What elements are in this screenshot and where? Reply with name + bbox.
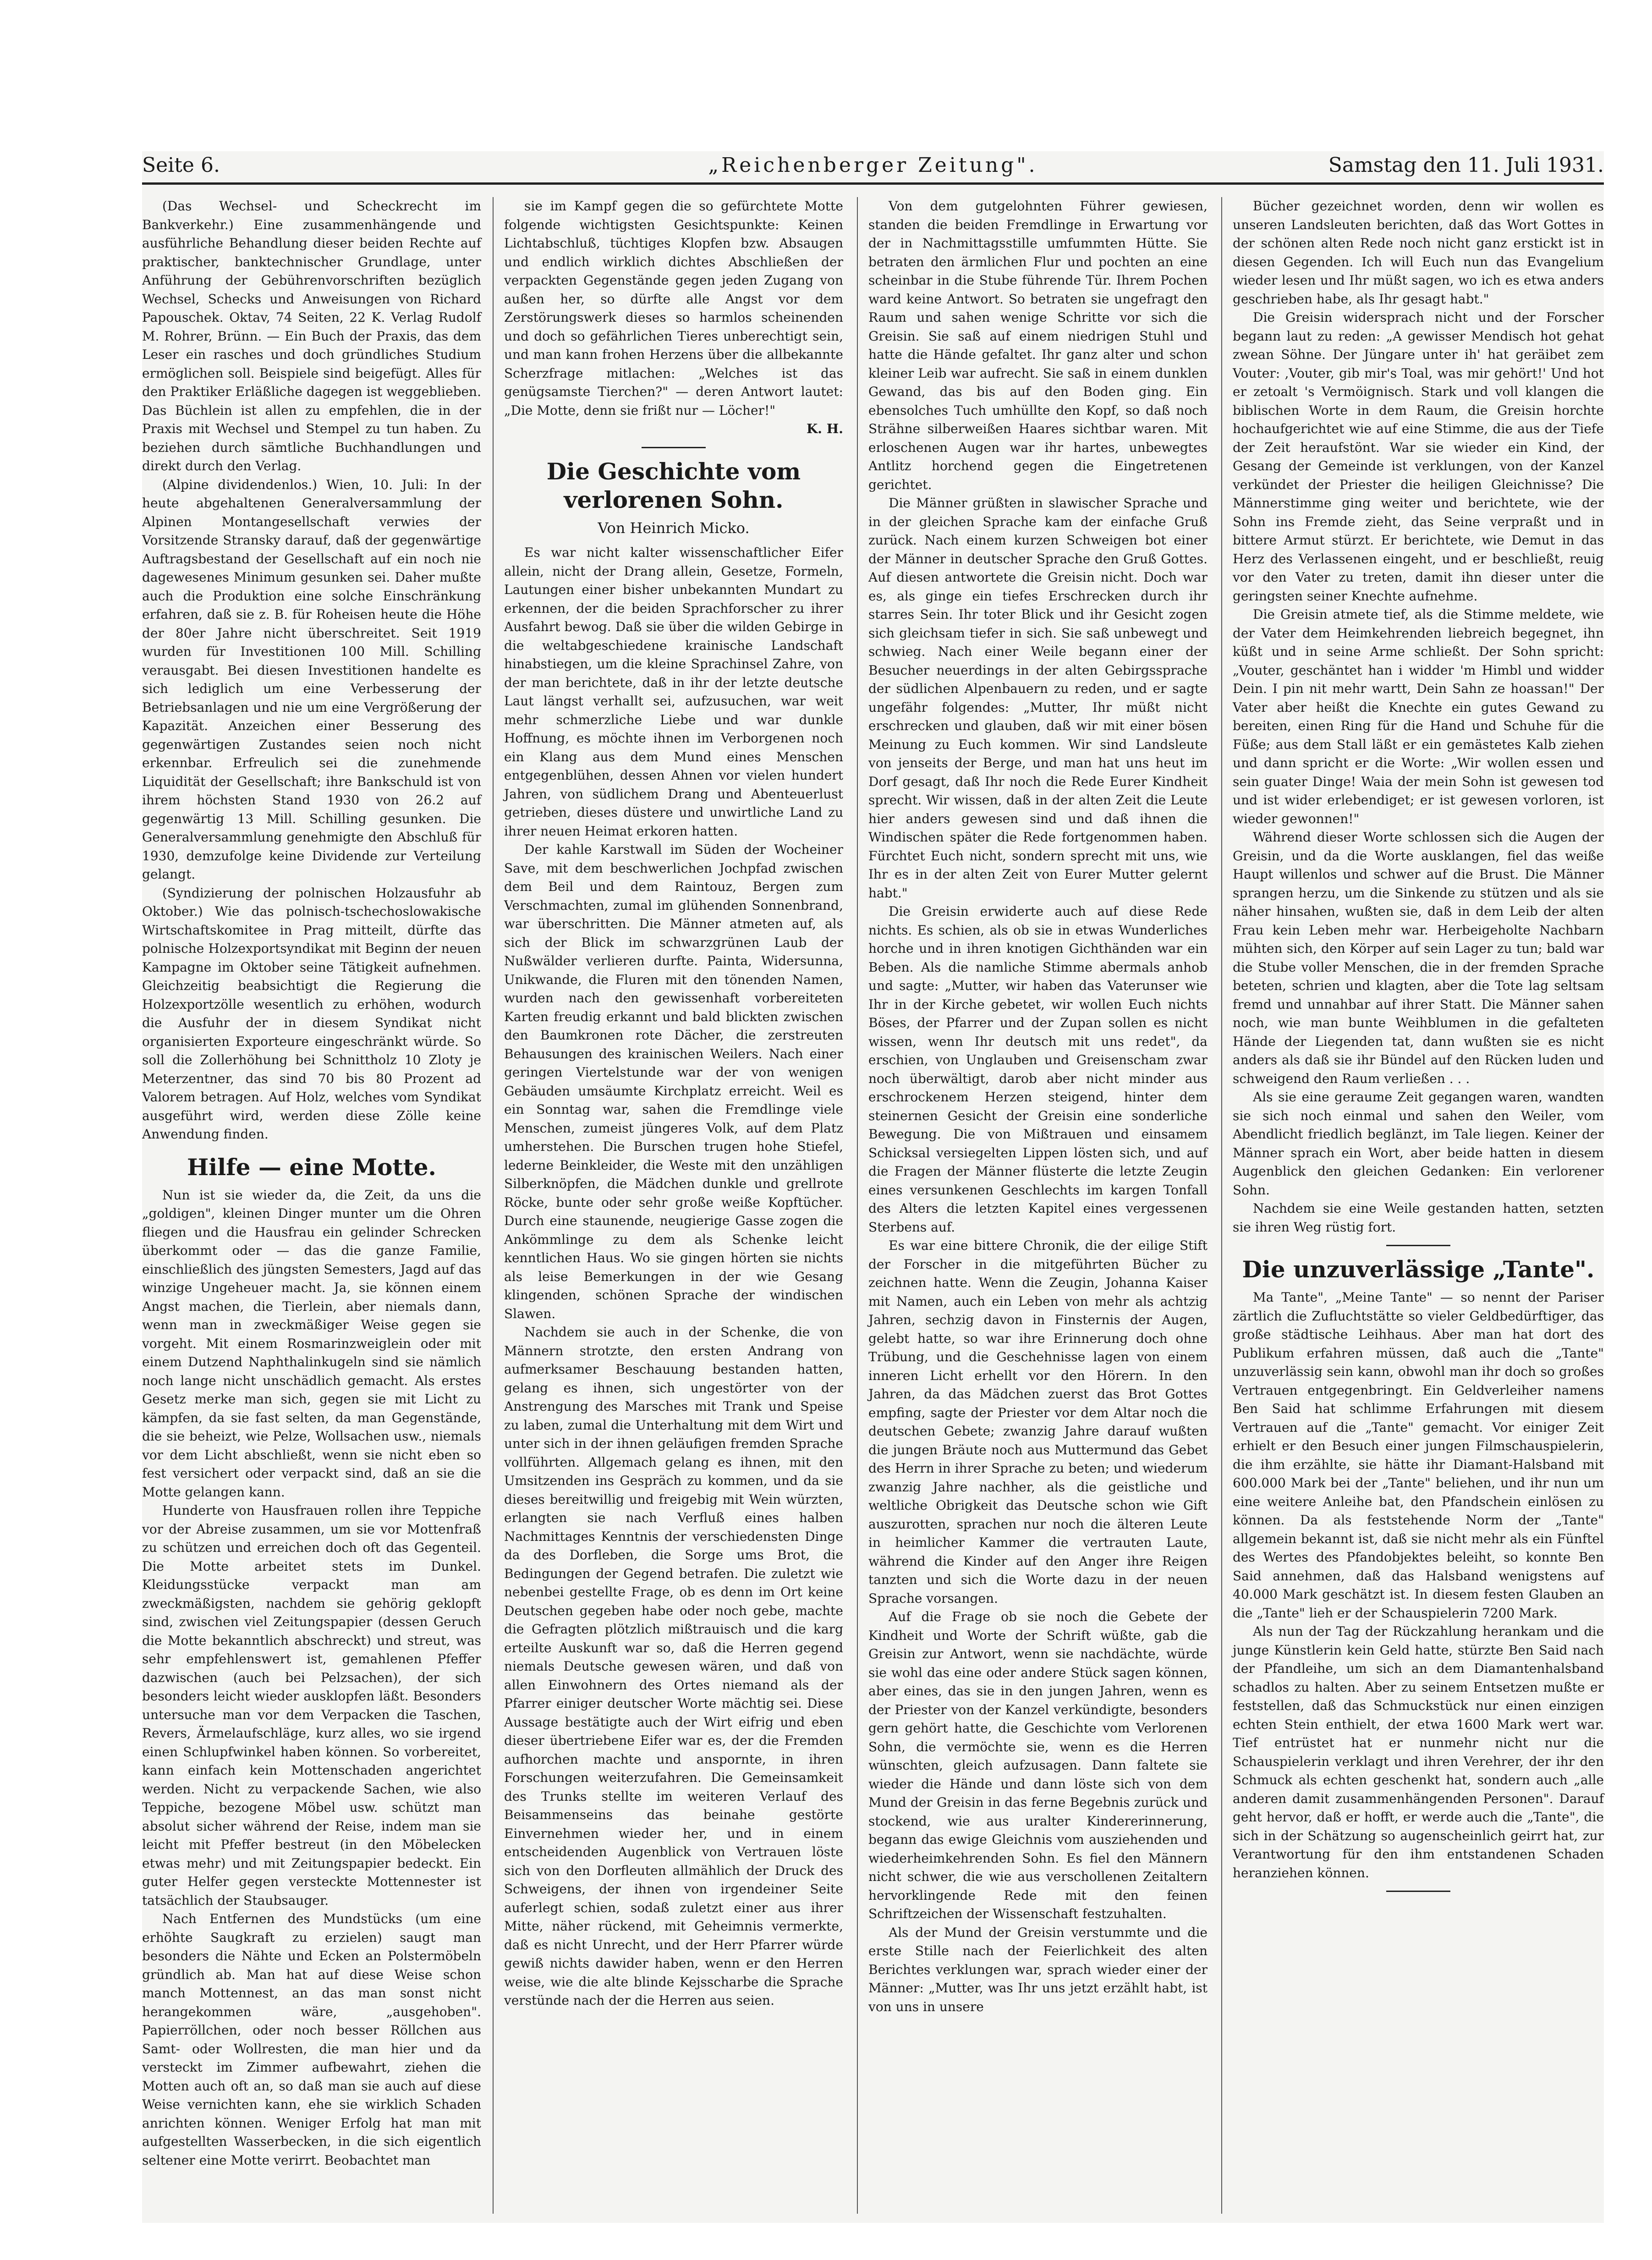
column-1 [142, 197, 481, 2170]
article-paragraph: Hunderte von Hausfrauen rollen ihre Teppiche vor der Abreise zusammen, um sie vor Mottenfraß zu schützen und erreichen doch oft das Gegenteil. Die Motte arbeitet stets im Dunkel. Kleidungsstücke verpackt man am zweckmäßigsten, nachdem sie gehörig geklopft sind, zwischen viel Zeitungspapier (dessen Geruch die Motte bekanntlich abschreckt) und streut, was sehr empfehlenswert ist, gemahlenen Pfeffer dazwischen (auch bei Pelzsachen), der sich besonders leicht wieder ausklopfen läßt. Besonders untersuche man vor dem Verpacken die Taschen, Revers, Ärmelaufschläge, kurz alles, wo sie irgend einen Schlupfwinkel haben können. So vorbereitet, kann einfach kein Mottenschaden angerichtet werden. Nicht zu verpackende Sachen, wie also Teppiche, bezogene Möbel usw. schützt man absolut sicher während der Reise, indem man sie leicht mit Pfeffer bestreut (in den Möbelecken etwas mehr) und mit Zeitungspapier bedeckt. Ein guter Helfer gegen versteckte Mottennester ist tatsächlich der Staubsauger. [142, 1503, 481, 1908]
issue-date: Samstag den 11. Juli 1931. [1328, 154, 1604, 177]
column-3 [868, 197, 1207, 2016]
section-rule [1386, 1891, 1450, 1892]
section-rule [642, 447, 706, 448]
article-paragraph: (Das Wechsel- und Scheckrecht im Bankverkehr.) Eine zusammenhängende und ausführliche Behandlung dieser beiden Rechte auf praktischer, banktechnischer Grundlage, unter Anführung der Gebührenvorschriften bezüglich Wechsel, Schecks und Anweisungen von Richard Papouschek. Oktav, 74 Seiten, 22 K. Verlag Rudolf M. Rohrer, Brünn. — Ein Buch der Praxis, das dem Leser ein rasches und doch gründliches Studium ermöglichen soll. Beispiele sind beigefügt. Alles für den Praktiker Erläßliche dagegen ist weggeblieben. Das Büchlein ist allen zu empfehlen, die in der Praxis mit Wechsel und Stempel zu tun haben. Zu beziehen durch sämtliche Buchhandlungen und direkt durch den Verlag. [142, 198, 481, 473]
article-paragraph: Die Greisin erwiderte auch auf diese Rede nichts. Es schien, als ob sie in etwas Wunderliches horche und in ihren knotigen Gichthänden war ein Beben. Als die namliche Stimme abermals anhob und sagte: „Mutter, wir haben das Vaterunser wie Ihr in der Kirche gebetet, wir wollen Euch nichts Böses, der Pfarrer und der Zupan sollen es nicht wissen, wenn Ihr deutsch mit uns redet", da erschien, von Unglauben und Greisenscham zwar noch überwältigt, darob aber nicht minder aus erschrockenem Herzen steigend, hinter dem steinernen Gesicht der Greisin eine sonderliche Bewegung. Die von Mißtrauen und einsamem Schicksal versiegelten Lippen lösten sich, und auf die Fragen der Männer flüsterte die letzte Zeugin eines versunkenen Geschlechts im kargen Tonfall des Alters die letzten Kapitel eines vergessenen Sterbens auf. [868, 904, 1207, 1235]
article-heading: Die Geschichte vom verlorenen Sohn. [546, 457, 801, 513]
article-paragraph: Ma Tante", „Meine Tante" — so nennt der Pariser zärtlich die Zufluchtstätte so vieler Geldbedürftiger, das große städtische Leihhaus. Aber man hat dort des Publikum erfahren müssen, daß auch die „Tante" unzuverlässig sein kann, obwohl man ihr doch so großes Vertrauen entgegenbringt. Ein Geldverleiher namens Ben Said hat schlimme Erfahrungen mit diesem Vertrauen auf die „Tante" gemacht. Vor einiger Zeit erhielt er den Besuch einer jungen Filmschauspielerin, die ihm erzählte, sie hätte ihr Diamant-Halsband mit 600.000 Mark bei der „Tante" beliehen, und ihr nun um eine weitere Anleihe bat, den Pfandschein einlösen zu können. Da als feststehende Norm der „Tante" allgemein bekannt ist, daß sie nicht mehr als ein Fünftel des Wertes des Pfandobjektes beleiht, so konnte Ben Said annehmen, daß das Halsband wenigstens auf 40.000 Mark geschätzt ist. In diesem festen Glauben an die „Tante" lieh er der Schauspielerin 7200 Mark. [1233, 1290, 1604, 1621]
author-signature: K. H. [806, 421, 843, 436]
page-header [142, 154, 1604, 186]
article-heading: Hilfe — eine Motte. [187, 1153, 436, 1181]
article-paragraph: Die Greisin widersprach nicht und der Forscher begann laut zu reden: „A gewisser Mendisch hot gehat zwean Söhne. Der Jüngare unter ih' hat geräibet zem Vouter: ‚Vouter, gib mir's Toal, was mir gehört!' Und hot er zetoalt 's Vermöignisch. Stark und voll klangen die biblischen Worte in dem Raum, die Greisin horchte hochaufgerichtet wie auf eine Stimme, die aus der Tiefe der Zeit heraufstönt. War sie wieder ein Kind, der Gesang der Gemeinde ist verklungen, von der Kanzel verkündet der Priester die heiligen Gleichnisse? Die Männerstimme ging weiter und berichtete, wie der Sohn ins Fremde zieht, das Seine verpraßt und in bittere Armut stürzt. Er berichtete, wie Demut in das Herz des Verlassenen eingeht, und er beschließt, reuig vor den Vater zu treten, damit ihn dieser unter die geringsten seiner Knechte aufnehme. [1233, 310, 1604, 604]
article-paragraph: Es war nicht kalter wissenschaftlicher Eifer allein, nicht der Drang allein, Gesetze, Formeln, Lautungen einer bisher unbekannten Mundart zu erkennen, der die beiden Sprachforscher zu ihrer Ausfahrt bewog. Daß sie über die wilden Gebirge in die weltabgeschiedene krainische Landschaft hinabstiegen, um die kleine Sprachinsel Zahre, von der man berichtete, daß in ihr der letzte deutsche Laut längst verhallt sei, aufzusuchen, war weit mehr schmerzliche Liebe und war dunkle Hoffnung, es möchte ihnen im Verborgenen noch ein Klang aus dem Mund eines Menschen entgegenblühen, dessen Ahnen vor vielen hundert Jahren, von südlichem Drang und Abenteuerlust getrieben, dieses düstere und unwirtliche Land zu ihrer neuen Heimat erkoren hatten. [504, 545, 843, 839]
article-paragraph: (Alpine dividendenlos.) Wien, 10. Juli: In der heute abgehaltenen Generalversammlung der Alpinen Montangesellschaft verwies der Vorsitzende Stransky darauf, daß der gegenwärtige Auftragsbestand der Gesellschaft auf ein noch nie dagewesenes Minimum gesunken sei. Daher mußte auch die Produktion eine solche Einschränkung erfahren, daß sie z. B. für Roheisen heute die Höhe der 80er Jahre nicht überschreitet. Seit 1919 wurden für Investitionen 100 Mill. Schilling verausgabt. Bei diesen Investitionen handelte es sich lediglich um eine Verbesserung der Betriebsanlagen und nie um eine Vergrößerung der Kapazität. Anzeichen einer Besserung des gegenwärtigen Zustandes seien noch nicht erkennbar. Erfreulich sei die zunehmende Liquidität der Gesellschaft; ihre Bankschuld ist von ihrem höchsten Stand 1930 von 26.2 auf gegenwärtig 13 Mill. Schilling gesunken. Die Generalversammlung genehmigte den Abschluß für 1930, demzufolge keine Dividende zur Verteilung gelangt. [142, 477, 481, 882]
header-rule [142, 182, 1604, 185]
article-paragraph: Nachdem sie eine Weile gestanden hatten, setzten sie ihren Weg rüstig fort. [1233, 1201, 1604, 1235]
column-2 [504, 197, 843, 2010]
article-paragraph: Die Männer grüßten in slawischer Sprache und in der gleichen Sprache kam der einfache Gruß zurück. Nach einem kurzen Schweigen bot einer der Männer in deutscher Sprache den Gruß Gottes. Auf diesen antwortete die Greisin nicht. Doch war es, als ginge ein tiefes Erschrecken durch ihr starres Sein. Ihr toter Blick und ihr Gesicht zogen sich gleichsam tiefer in sich. Sie saß unbewegt und schwieg. Nach einer Weile begann einer der Besucher neuerdings in der alten Gebirgssprache der südlichen Alpenbauern zu reden, und er sagte ungefähr folgendes: „Mutter, Ihr müßt nicht erschrecken und glauben, daß wir mit einer bösen Meinung zu Euch kommen. Wir sind Landsleute von jenseits der Berge, und man hat uns heut im Dorf gesagt, daß Ihr noch die Rede Eurer Kindheit sprecht. Wir wissen, daß in der alten Zeit die Leute hier anders gewesen sind und daß ihnen die Windischen später die Rede fortgenommen haben. Fürchtet Euch nicht, sondern sprecht mit uns, wie Ihr es in der alten Zeit von Eurer Mutter gelernt habt." [868, 495, 1207, 901]
article-paragraph: Nachdem sie auch in der Schenke, die von Männern strotzte, den ersten Andrang von aufmerksamer Beschauung bestanden hatten, gelang es ihnen, sich ungestörter von der Anstrengung des Marsches mit Trank und Speise zu laben, zumal die Unterhaltung mit dem Wirt und unter sich in der ihnen geläufigen fremden Sprache vollführten. Allgemach gelang es ihnen, mit den Umsitzenden ins Gespräch zu kommen, und da sie dieses bereitwillig und freigebig mit Wein würzten, erlangten sie nach Verfluß eines halben Nachmittages Kenntnis der verschiedensten Dinge da des Dorfleben, die Sorge ums Brot, die Bedingungen der Gegend betrafen. Die zuletzt wie nebenbei gestellte Frage, ob es denn im Ort keine Deutschen gegeben habe oder noch gebe, machte die Gefragten plötzlich mißtrauisch und die karg erteilte Auskunft war so, daß die Herren gegend niemals Deutsche gewesen wären, und daß von allen Einwohnern des Ortes niemand als der Pfarrer einiger deutscher Worte mächtig sei. Diese Aussage bestätigte auch der Wirt eifrig und eben dieser übertriebene Eifer war es, der die Fremden aufhorchen machte und anspornte, in ihren Forschungen weiterzufahren. Die Gemeinsamkeit des Trunks stellte im weiteren Verlauf des Beisammenseins das beinahe gestörte Einvernehmen wieder her, und in einem entscheidenden Augenblick von Vertrauen löste sich von den Dorfleuten allmählich der Druck des Schweigens, der ihnen von irgendeiner Seite auferlegt schien, sodaß zuletzt einer aus ihrer Mitte, näher rückend, mit Geheimnis vermerkte, daß es nicht Unrecht, und der Herr Pfarrer würde gewiß nichts dawider haben, wenn er den Herren weise, wie die alte blinde Kejsscharbe die Sprache verstünde nach der die Herren aus seien. [504, 1325, 843, 2008]
page-number: Seite 6. [142, 154, 220, 177]
article-paragraph: Die Greisin atmete tief, als die Stimme meldete, wie der Vater dem Heimkehrenden liebreich begegnet, ihn küßt und in seine Arme schließt. Der Sohn spricht: „Vouter, geschäntet han i widder 'm Himbl und widder Dein. I pin nit mehr wartt, Dein Sahn ze hoassan!" Der Vater aber heißt die Knechte ein gutes Gewand zu bereiten, einen Ring für die Hand und Schuhe für die Füße; aus dem Stall läßt er ein gemästetes Kalb ziehen und dann spricht er die Worte: „Wir wollen essen und sein guater Dinge! Waia der mein Sohn ist gewesen tod und ist wider erlebendiget; er ist gewesen vorloren, ist wieder gewonnen!" [1233, 607, 1604, 826]
column-4 [1233, 197, 1604, 1900]
article-paragraph: Es war eine bittere Chronik, die der eilige Stift der Forscher in die mitgeführten Bücher zu zeichnen hatte. Wenn die Zeugin, Johanna Kaiser mit Namen, auch ein Leben von mehr als achtzig Jahren, sechzig davon in Finsternis der Augen, gelebt hatte, so war ihre Erinnerung doch ohne Trübung, und die Geschehnisse lagen von einem inneren Licht erhellt vor den Hörern. In den Jahren, da das Mädchen zuerst das Brot Gottes empfing, sagte der Priester vor dem Altar noch die deutschen Gebete; zwanzig Jahre darauf wußten die jungen Bräute noch aus Muttermund das Gebet des Herrn in ihrer Sprache zu beten; und wiederum zwanzig Jahre nachher, als die geistliche und weltliche Obrigkeit das Deutsche schon wie Gift auszurotten, sprachen nur noch die älteren Leute in heimlicher Kammer die vertrauten Laute, während die Kinder auf den Anger ihre Reigen tanzten und sich die Worte dazu in der neuen Sprache vorsangen. [868, 1238, 1207, 1606]
article-paragraph: Als sie eine geraume Zeit gegangen waren, wandten sie sich noch einmal und sahen den Weiler, vom Abendlicht friedlich beglänzt, im Tale liegen. Keiner der Männer sprach ein Wort, aber beide hatten in diesem Augenblick den gleichen Gedanken: Ein verlorener Sohn. [1233, 1089, 1604, 1198]
column-divider [857, 197, 858, 2214]
article-paragraph: Während dieser Worte schlossen sich die Augen der Greisin, und da die Worte ausklangen, fiel das weiße Haupt willenlos und schwer auf die Brust. Die Männer sprangen herzu, um die Sinkende zu stützen und als sie näher hinsahen, wußten sie, daß in dem Leib der alten Frau kein Leben mehr war. Herbeigeholte Nachbarn mühten sich, den Körper auf sein Lager zu tun; bald war die Stube voller Menschen, die in der fremden Sprache beteten, schrien und klagten, aber die Tote lag seltsam fremd und unnahbar auf ihrer Statt. Die Männer sahen noch, wie man bunte Weihblumen in die gefalteten Hände der Liegenden tat, dann wußten sie es nicht anders als daß sie ihr Bündel auf den Rücken luden und schweigend den Raum verließen . . . [1233, 830, 1604, 1086]
article-heading: Die unzuverlässige „Tante". [1242, 1256, 1595, 1283]
article-paragraph: Von dem gutgelohnten Führer gewiesen, standen die beiden Fremdlinge in Erwartung vor der in Nachmittagsstille umfummten Hütte. Sie betraten den ärmlichen Flur und pochten an eine scheinbar in die Stube führende Tür. Ihrem Pochen ward keine Antwort. So betraten sie ungefragt den Raum und sahen wenige Schritte vor sich die Greisin. Sie saß auf einem niedrigen Stuhl und hatte die Hände gefaltet. Ihr ganz alter und schon kleiner Leib war aufrecht. Sie saß in einem dunklen Gewand, das bis auf den Boden ging. Ein ebensolches Tuch umhüllte den Kopf, so daß noch Strähne silberweißen Haares sichtbar waren. Mit erloschenen Augen war ihr hartes, unbewegtes Antlitz horchend gegen die Eingetretenen gerichtet. [868, 198, 1207, 492]
byline: Von Heinrich Micko. [598, 519, 750, 537]
article-paragraph: Auf die Frage ob sie noch die Gebete der Kindheit und Worte der Schrift wüßte, gab die Greisin zur Antwort, wenn sie nachdächte, würde sie wohl das eine oder andere Stück sagen können, aber eines, das sie in den jungen Jahren, wenn es der Priester von der Kanzel verkündigte, besonders gern gehört hatte, die Geschichte vom Verlorenen Sohn, die vermöchte sie, wenn es die Herren wünschten, gleich aufzusagen. Dann faltete sie wieder die Hände und dann löste sich von dem Mund der Greisin in das ferne Begebnis zurück und stockend, wie aus uralter Kindererinnerung, begann das ewige Gleichnis vom ausziehenden und wiederheimkehrenden Sohn. Es fiel den Männern nicht schwer, die wie aus verschollenen Zeitaltern hervorklingende Rede mit den feinen Schriftzeichen der Wissenschaft festzuhalten. [868, 1609, 1207, 1921]
article-paragraph: Als der Mund der Greisin verstummte und die erste Stille nach der Feierlichkeit des alten Berichtes verklungen war, sprach wieder einer der Männer: „Mutter, was Ihr uns jetzt erzählt habt, ist von uns in unsere [868, 1925, 1207, 2014]
article-paragraph: Nun ist sie wieder da, die Zeit, da uns die „goldigen", kleinen Dinger munter um die Ohren fliegen und die Hausfrau ein gelinder Schrecken überkommt oder — das die ganze Familie, einschließlich des jüngsten Semesters, Jagd auf das winzige Ungeheuer macht. Ja, sie können einem Angst machen, die Tierlein, aber niemals dann, wenn man in zweckmäßiger Weise gegen sie vorgeht. Mit einem Rosmarinzweiglein oder mit einem Dutzend Naphthalinkugeln sind sie nämlich noch lange nicht unschädlich gemacht. Als erstes Gesetz merke man sich, gegen sie mit Licht zu kämpfen, da sie fast selten, da man Gegenstände, die sie beheizt, wie Pelze, Wollsachen usw., niemals vor dem Licht abschließt, wenn sie nicht eben so fest versichert oder verpackt sind, daß an sie die Motte gelangen kann. [142, 1187, 481, 1500]
section-rule [1386, 1245, 1450, 1246]
article-paragraph: Bücher gezeichnet worden, denn wir wollen es unseren Landsleuten berichten, daß das Wort Gottes in der schönen alten Rede noch nicht ganz erstickt ist in diesen Gegenden. Ich will Euch nun das Evangelium wieder lesen und Ihr müßt sagen, wo ich es etwa anders geschrieben habe, als Ihr gesagt habt." [1233, 198, 1604, 307]
article-paragraph: Als nun der Tag der Rückzahlung herankam und die junge Künstlerin kein Geld hatte, stürzte Ben Said nach der Pfandleihe, um sich an dem Diamantenhalsband schadlos zu halten. Aber zu seinem Entsetzen mußte er feststellen, daß das Schmuckstück nur einen einzigen echten Stein enthielt, der etwa 1600 Mark wert war. Tief entrüstet hat er nunmehr nicht nur die Schauspielerin verklagt und ihren Verehrer, der ihr den Schmuck als echten geschenkt hat, sondern auch „alle anderen damit zusammenhängenden Personen". Darauf geht hervor, daß er hofft, er werde auch die „Tante", die sich in der Schätzung so augenscheinlich geirrt hat, zur Verantwortung für den ihm entstandenen Schaden heranziehen können. [1233, 1624, 1604, 1881]
column-divider [1221, 197, 1222, 2214]
article-paragraph: sie im Kampf gegen die so gefürchtete Motte folgende wichtigsten Gesichtspunkte: Keinen Lichtabschluß, tüchtiges Klopfen bzw. Absaugen und endlich wirklich dichtes Abschließen der verpackten Gegenstände gegen jeden Zugang von außen her, so dürfte alle Angst vor dem Zerstörungswerk dieses so harmlos scheinenden und doch so gefährlichen Tieres unberechtigt sein, und man kann frohen Herzens über die allbekannte Scherzfrage mitlachen: „Welches ist das genügsamste Tierchen?" — deren Antwort lautet: „Die Motte, denn sie frißt nur — Löcher!" [504, 198, 843, 418]
article-paragraph: (Syndizierung der polnischen Holzausfuhr ab Oktober.) Wie das polnisch-tschechoslowakische Wirtschaftskomitee in Prag mitteilt, dürfte das polnische Holzexportsyndikat mit Beginn der neuen Kampagne im Oktober seine Tätigkeit aufnehmen. Gleichzeitig beabsichtigt die Regierung die Holzexportzölle wesentlich zu erhöhen, wodurch die Ausfuhr der in diesem Syndikat nicht organisierten Exporteure eingeschränkt würde. So soll die Zollerhöhung bei Schnittholz 10 Zloty je Meterzentner, das sind 70 bis 80 Prozent ad Valorem betragen. Auf Holz, welches vom Syndikat ausgeführt wird, werden diese Zölle keine Anwendung finden. [142, 885, 481, 1142]
article-paragraph: Nach Entfernen des Mundstücks (um eine erhöhte Saugkraft zu erzielen) saugt man besonders die Nähte und Ecken an Polstermöbeln gründlich ab. Man hat auf diese Weise schon manch Mottennest, an das man sonst nicht herangekommen wäre, „ausgehoben". Papierröllchen, oder noch besser Röllchen aus Samt- oder Wollresten, die man hier und da versteckt im Zimmer aufbewahrt, ziehen die Motten auch oft an, so daß man sie auch auf diese Weise vernichten kann, ehe sie wirklich Schaden anrichten können. Weniger Erfolg hat man mit aufgestellten Wasserbecken, in die sich eigentlich seltener eine Motte verirrt. Beobachtet man [142, 1911, 481, 2168]
article-paragraph: Der kahle Karstwall im Süden der Wocheiner Save, mit dem beschwerlichen Jochpfad zwischen dem Beil und dem Raintouz, Bergen zum Verschmachten, zumal im glühenden Sonnenbrand, war überschritten. Die Männer atmeten auf, als sich der Blick im schwarzgrünen Laub der Nußwälder verlieren durfte. Painta, Widersunna, Unikwande, die Fluren mit den tönenden Namen, wurden nach den gewissenhaft vorbereiteten Karten freudig erkannt und bald blickten zwischen den Baumkronen rote Dächer, die zerstreuten Behausungen des krainischen Weilers. Nach einer geringen Viertelstunde war der von wenigen Gebäuden umsäumte Kirchplatz erreicht. Weil es ein Sonntag war, sahen die Fremdlinge viele Menschen, zumeist jüngeres Volk, auf dem Platz umherstehen. Die Burschen trugen hohe Stiefel, lederne Beinkleider, die Weste mit den unzähligen Silberknöpfen, die Mädchen dunkle und grellrote Röcke, bunte oder sehr große weiße Kopftücher. Durch eine staunende, neugierige Gasse zogen die Ankömmlinge zu dem als Schenke leicht kenntlichen Haus. Wo sie gingen hörten sie nichts als leise Bemerkungen in der wie Gesang klingenden, schönen Sprache der windischen Slawen. [504, 842, 843, 1321]
newspaper-title: „Reichenberger Zeitung". [708, 154, 1038, 177]
column-divider [493, 197, 494, 2214]
